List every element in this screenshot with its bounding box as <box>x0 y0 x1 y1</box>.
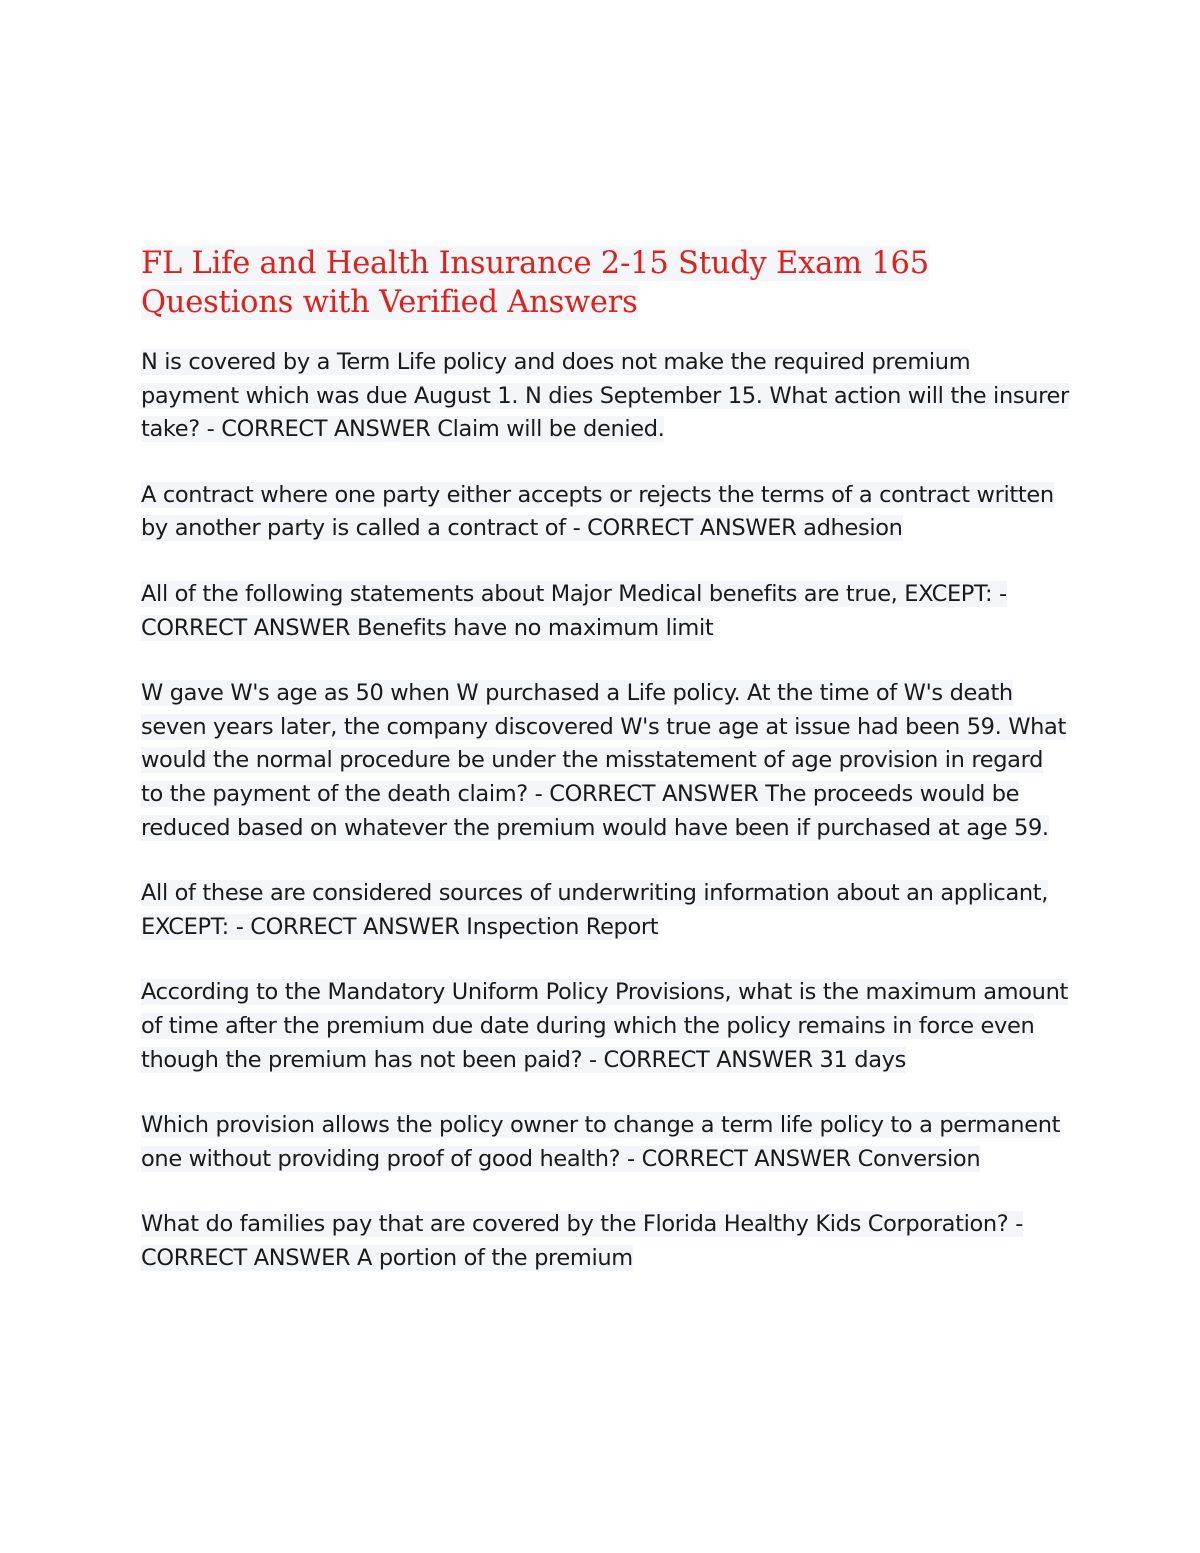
document-title-line-1: FL Life and Health Insurance 2-15 Study Exam 165 <box>141 246 929 281</box>
qa-item-text: N is covered by a Term Life policy and does not make the required premium payment which was due August 1. N dies September 15. What action will the insurer take? - CORRECT ANSWER Claim will be denied. <box>141 349 1069 443</box>
qa-item-text: All of these are considered sources of underwriting information about an applicant, EXCEPT: - CORRECT ANSWER Inspection Report <box>141 880 1049 940</box>
qa-item-6 <box>141 976 1071 1077</box>
document-title <box>141 244 1071 322</box>
qa-item-text: W gave W's age as 50 when W purchased a Life policy. At the time of W's death seven years later, the company discovered W's true age at issue had been 59. What would the normal procedure be under the misstatement of age provision in regard to the payment of the death claim? - CORRECT ANSWER The proceeds would be reduced based on whatever the premium would have been if purchased at age 59. <box>141 680 1066 841</box>
document-title-line-2: Questions with Verified Answers <box>141 285 638 320</box>
qa-item-5 <box>141 877 1071 944</box>
qa-item-text: All of the following statements about Major Medical benefits are true, EXCEPT: - CORRECT ANSWER Benefits have no maximum limit <box>141 580 1007 641</box>
qa-item-8 <box>141 1208 1071 1275</box>
qa-item-2 <box>141 479 1071 546</box>
document-body <box>141 244 1071 1307</box>
qa-item-text: According to the Mandatory Uniform Policy Provisions, what is the maximum amount of time after the premium due date during which the policy remains in force even though the premium has not been paid? - CORRECT ANSWER 31 days <box>141 979 1068 1073</box>
qa-item-7 <box>141 1109 1071 1176</box>
qa-item-text: Which provision allows the policy owner to change a term life policy to a permanent one without providing proof of good health? - CORRECT ANSWER Conversion <box>141 1112 1061 1172</box>
qa-item-4 <box>141 677 1071 845</box>
qa-item-1 <box>141 346 1071 447</box>
qa-item-3 <box>141 578 1071 645</box>
qa-item-text: A contract where one party either accepts or rejects the terms of a contract written by another party is called a contract of - CORRECT ANSWER adhesion <box>141 481 1054 542</box>
qa-item-text: What do families pay that are covered by the Florida Healthy Kids Corporation? - CORRECT ANSWER A portion of the premium <box>141 1211 1023 1271</box>
